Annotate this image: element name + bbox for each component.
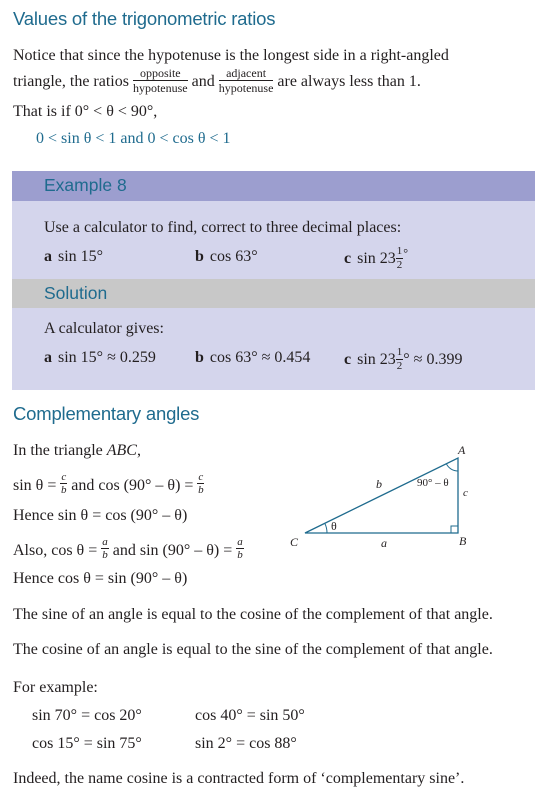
vertex-a-label: A xyxy=(458,443,466,457)
section-title-complementary: Complementary angles xyxy=(13,403,200,424)
theta-label: θ xyxy=(331,519,337,533)
ratio-adjacent-hypotenuse: $\frac{\text{adjacent}}{\text{hypotenuse}}$ xyxy=(218,65,274,95)
triangle-intro: In the triangle ABC, xyxy=(13,442,141,459)
that-is-line: That is if 0° < θ < 90°, xyxy=(13,103,158,120)
ratio-opposite-hypotenuse: $\frac{\text{opposite}}{\text{hypotenuse}}$ xyxy=(132,65,188,95)
example-identity-2: cos 40° = sin 50° xyxy=(195,707,305,724)
solution-intro: A calculator gives: xyxy=(44,320,164,337)
rule-cosine-complement: The cosine of an angle is equal to the sine of the complement of that angle. xyxy=(13,641,493,658)
triangle-outline xyxy=(305,458,458,533)
section-title-values: Values of the trigonometric ratios xyxy=(13,8,276,29)
complement-arc xyxy=(446,464,458,471)
side-c-label: c xyxy=(463,487,468,499)
example-identity-1: sin 70° = cos 20° xyxy=(32,707,142,724)
fraction-a-over-b-2: $\frac{a}{b}$ xyxy=(237,536,243,562)
example-instruction: Use a calculator to find, correct to three decimal places: xyxy=(44,219,402,236)
side-b-label: b xyxy=(376,477,382,491)
solution-part-a: a sin 15° ≈ 0.259 xyxy=(44,349,156,366)
vertex-b-label: B xyxy=(459,534,467,548)
complement-angle-label: 90° – θ xyxy=(417,477,449,489)
inequality-statement: 0 < sin θ < 1 and 0 < cos θ < 1 xyxy=(36,130,231,147)
example-label: Example 8 xyxy=(44,175,127,195)
example-part-b: b cos 63° xyxy=(195,248,258,265)
fraction-a-over-b: $\frac{a}{b}$ xyxy=(102,536,108,562)
sine-cos-equations: sin θ = $\frac{c}{b}$ and cos (90° – θ) = $\frac{c}{b}$ xyxy=(13,471,204,497)
cos-sin-equations: Also, cos θ = $\frac{a}{b}$ and sin (90° – θ) = $\frac{a}{b}$ xyxy=(13,536,243,562)
hence-cos-line: Hence cos θ = sin (90° – θ) xyxy=(13,570,188,587)
right-angle-marker xyxy=(451,526,458,533)
example-identity-4: sin 2° = cos 88° xyxy=(195,735,297,752)
solution-header xyxy=(12,279,535,308)
fraction-c-over-b-2: $\frac{c}{b}$ xyxy=(198,471,204,497)
for-example-label: For example: xyxy=(13,679,98,696)
example-identity-3: cos 15° = sin 75° xyxy=(32,735,142,752)
solution-label: Solution xyxy=(44,283,108,303)
example-body xyxy=(12,201,535,279)
solution-part-c: c sin 23 $\frac{1}{2}$ ° ≈ 0.399 xyxy=(344,346,463,372)
hence-sin-line: Hence sin θ = cos (90° – θ) xyxy=(13,507,188,524)
example-header xyxy=(12,171,535,201)
example-part-a: a sin 15° xyxy=(44,248,104,265)
intro-paragraph-line1: Notice that since the hypotenuse is the longest side in a right-angled xyxy=(13,47,449,64)
vertex-c-label: C xyxy=(290,535,299,549)
right-triangle-diagram xyxy=(280,436,480,556)
theta-arc xyxy=(325,523,327,533)
rule-sine-complement: The sine of an angle is equal to the cosine of the complement of that angle. xyxy=(13,606,493,623)
fraction-c-over-b: $\frac{c}{b}$ xyxy=(61,471,67,497)
side-a-label: a xyxy=(381,536,387,550)
solution-part-b: b cos 63° ≈ 0.454 xyxy=(195,349,311,366)
example-part-c: c sin 23 $\frac{1}{2}$ ° xyxy=(344,245,409,271)
intro-paragraph-line2: triangle, the ratios $\frac{\text{opposite}}{\text{hypotenuse}}$ and $\frac{\text{adjacent}}{\text{hypotenuse}}$ are always less than 1. xyxy=(13,65,421,95)
solution-body xyxy=(12,308,535,390)
closing-sentence: Indeed, the name cosine is a contracted form of ‘complementary sine’. xyxy=(13,770,465,787)
